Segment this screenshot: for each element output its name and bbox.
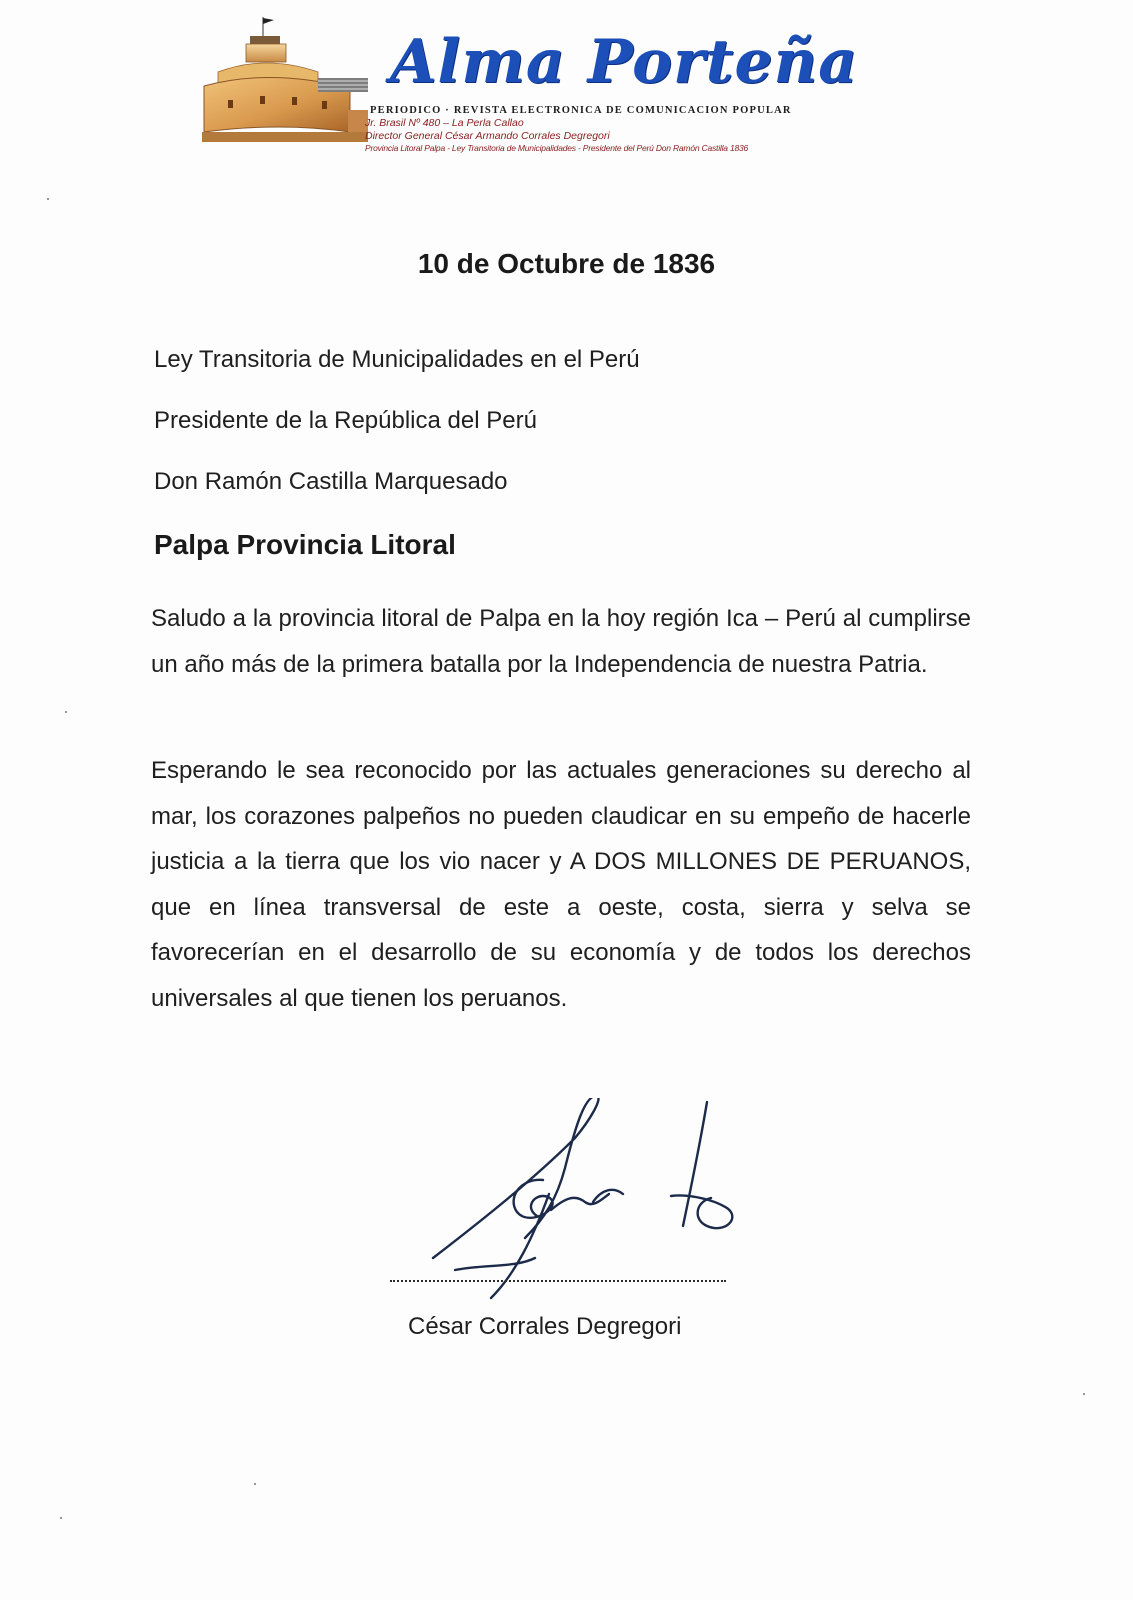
fortress-logo-icon [200,14,370,144]
brand-address: Jr. Brasil Nº 480 – La Perla Callao [365,117,524,129]
body-paragraph-petition: Esperando le sea reconocido por las actuales generaciones su derecho al mar, los corazones palpeños no pueden claudicar en su empeño de hacerle justicia a la tierra que los vio nacer y A DOS MILLONES DE PERUANOS, que en línea transversal de este a oeste, costa, sierra y selva se favorecerían en el desarrollo de su economía y de todos los derechos universales al que tienen los peruanos. [151,757,971,1012]
brand-province-note: Provincia Litoral Palpa - Ley Transitoria de Municipalidades - Presidente del Perú Don Ramón Castilla 1836 [365,143,749,153]
handwritten-signature-icon [425,1098,765,1318]
signature-dotted-line [390,1280,726,1282]
intro-line-law: Ley Transitoria de Municipalidades en el Perú [154,346,640,373]
scan-speck [1083,1393,1085,1395]
section-heading: Palpa Provincia Litoral [154,529,456,560]
signer-name: César Corrales Degregori [408,1313,682,1340]
scan-speck [60,1517,62,1519]
scan-speck [254,1483,256,1485]
body-paragraph-greeting: Saludo a la provincia litoral de Palpa en la hoy región Ica – Perú al cumplirse un año más de la primera batalla por la Independencia de nuestra Patria. [151,605,971,678]
intro-line-president: Presidente de la República del Perú [154,407,537,434]
letterhead [200,14,900,164]
intro-line-name: Don Ramón Castilla Marquesado [154,468,508,495]
brand-director: Director General César Armando Corrales Degregori [365,130,610,142]
brand-title: Alma Porteña [390,27,859,97]
brand-tagline: PERIODICO · REVISTA ELECTRONICA DE COMUNICACION POPULAR [370,105,792,116]
scan-speck [47,198,49,200]
letter-date: 10 de Octubre de 1836 [417,248,716,279]
scan-speck [65,711,67,713]
